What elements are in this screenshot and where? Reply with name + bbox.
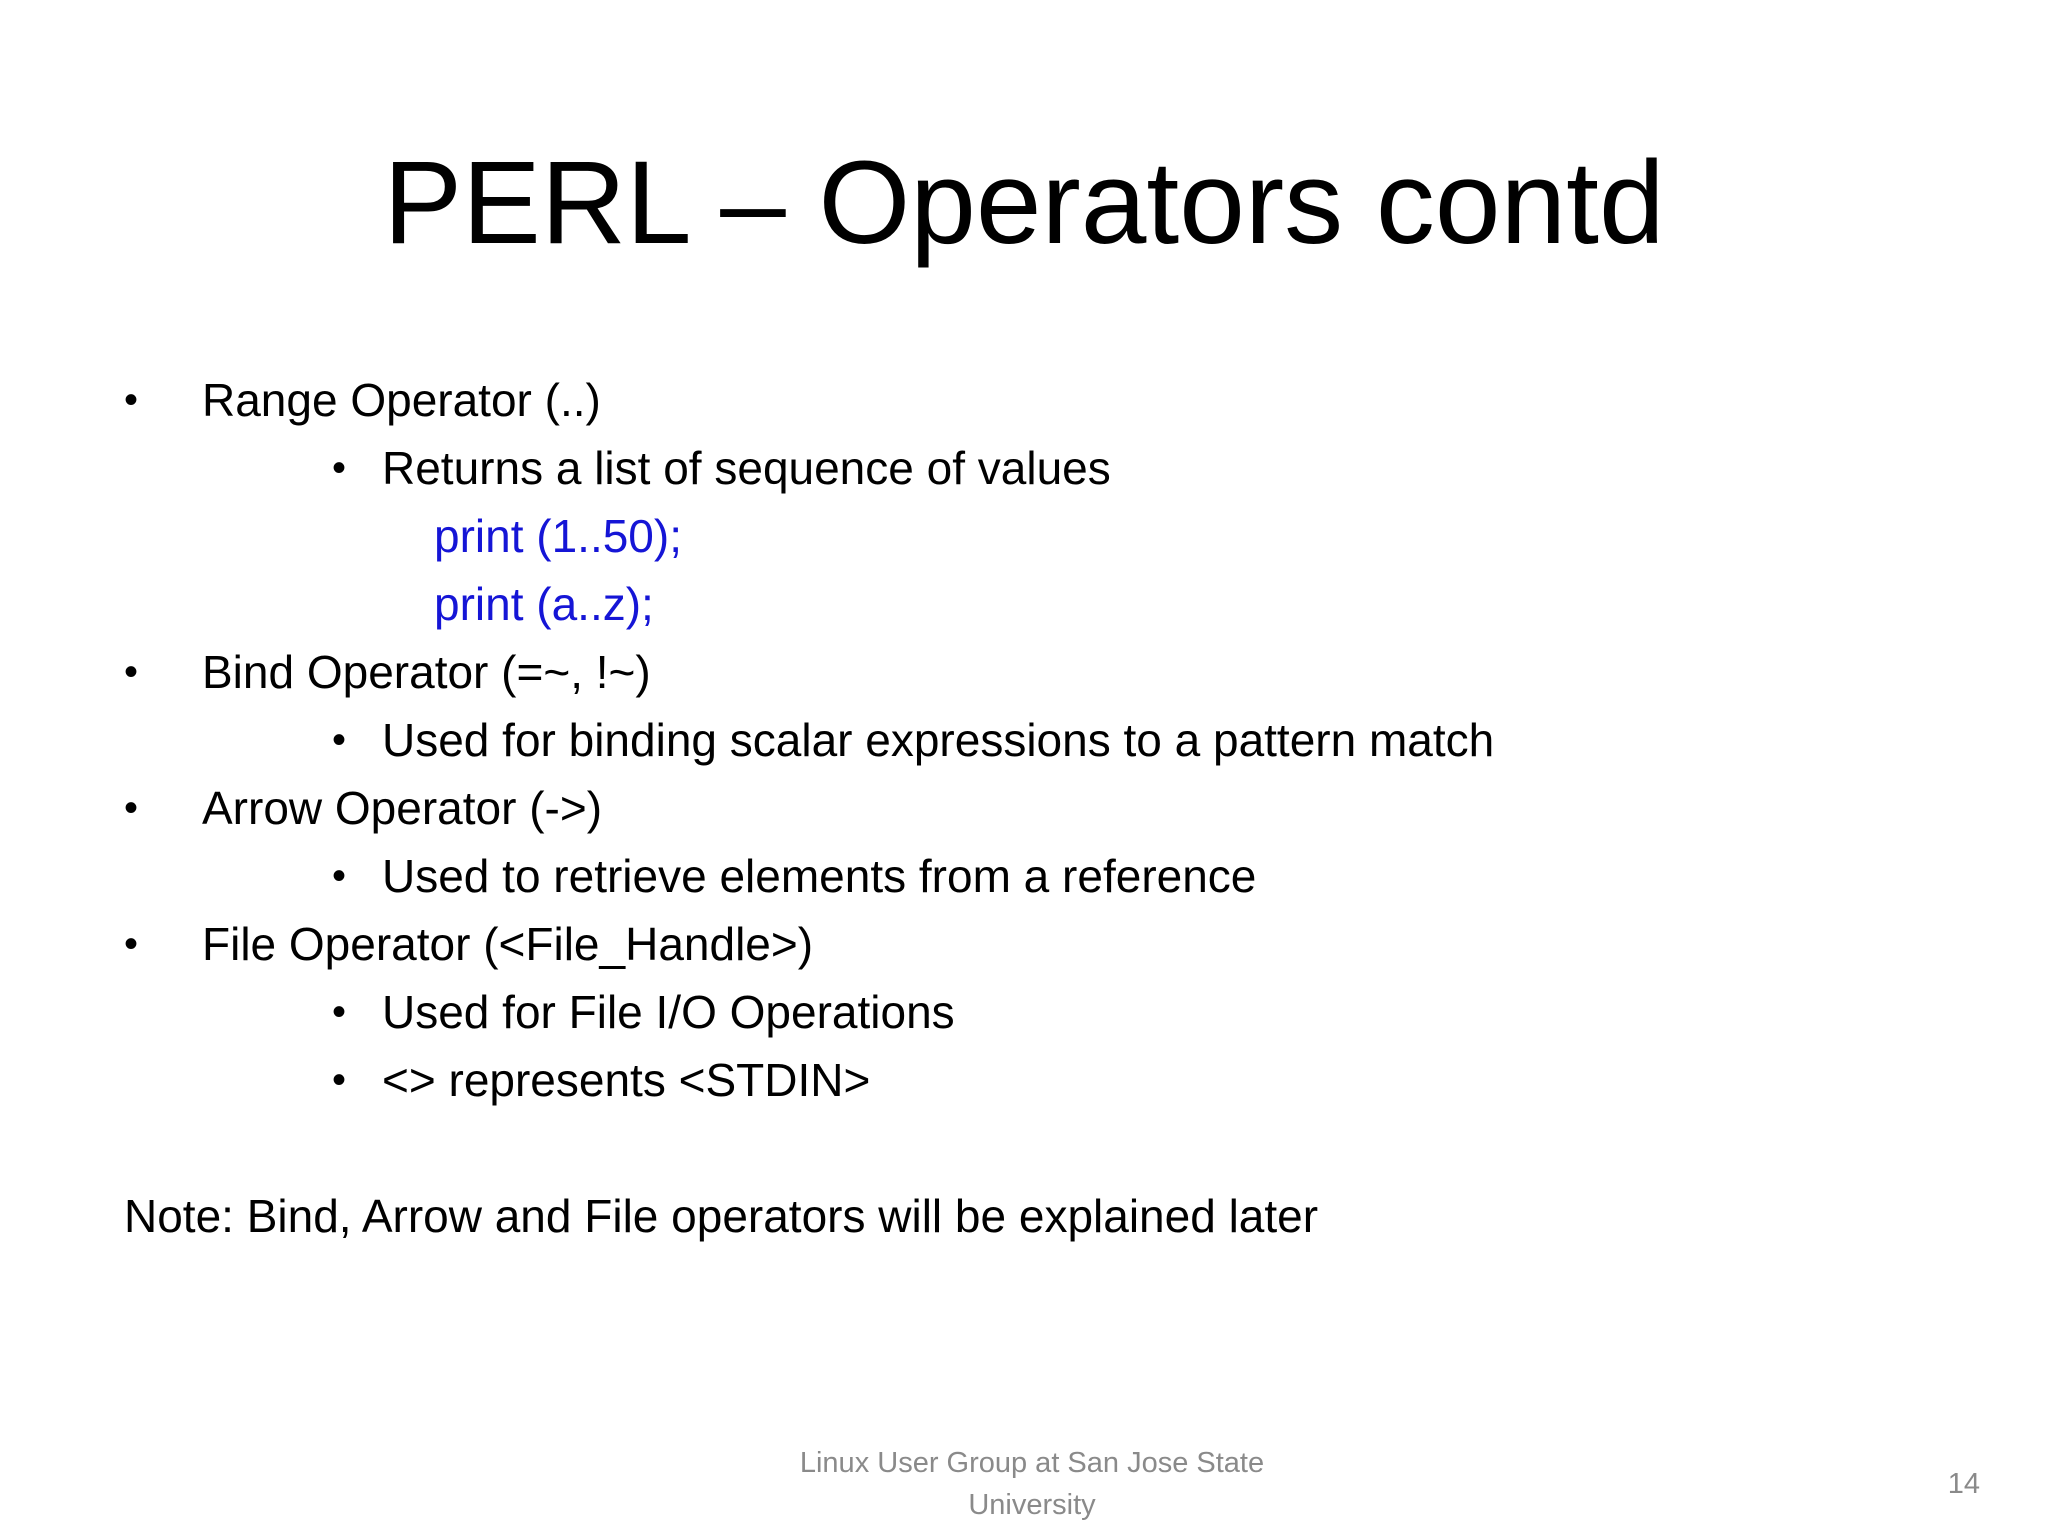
bind-operator-item: Bind Operator (=~, !~) xyxy=(202,646,651,698)
bullet-icon: • xyxy=(332,854,347,898)
code-example-range-numbers: print (1..50); xyxy=(434,510,682,562)
bullet-icon: • xyxy=(332,446,347,490)
bullet-icon: • xyxy=(332,718,347,762)
bullet-icon: • xyxy=(332,990,347,1034)
arrow-operator-description: Used to retrieve elements from a reference xyxy=(382,850,1257,902)
slide-title: PERL – Operators contd xyxy=(383,137,1665,269)
bullet-icon: • xyxy=(124,378,139,422)
note-text: Note: Bind, Arrow and File operators will be explained later xyxy=(124,1190,1319,1242)
bullet-icon: • xyxy=(124,922,139,966)
bullet-icon: • xyxy=(124,786,139,830)
file-operator-description: Used for File I/O Operations xyxy=(382,986,955,1038)
page-number: 14 xyxy=(1947,1468,1980,1500)
footer-org-line-2: University xyxy=(968,1489,1096,1521)
range-operator-item: Range Operator (..) xyxy=(202,374,601,426)
bind-operator-description: Used for binding scalar expressions to a pattern match xyxy=(382,714,1495,766)
footer-org-line-1: Linux User Group at San Jose State xyxy=(799,1447,1265,1479)
range-operator-description: Returns a list of sequence of values xyxy=(382,442,1111,494)
code-example-range-letters: print (a..z); xyxy=(434,578,654,630)
footer-organization xyxy=(770,1442,1294,1526)
stdin-description: <> represents <STDIN> xyxy=(382,1054,871,1106)
arrow-operator-item: Arrow Operator (->) xyxy=(202,782,603,834)
bullet-icon: • xyxy=(332,1058,347,1102)
bullet-icon: • xyxy=(124,650,139,694)
file-operator-item: File Operator (<File_Handle>) xyxy=(202,918,814,970)
